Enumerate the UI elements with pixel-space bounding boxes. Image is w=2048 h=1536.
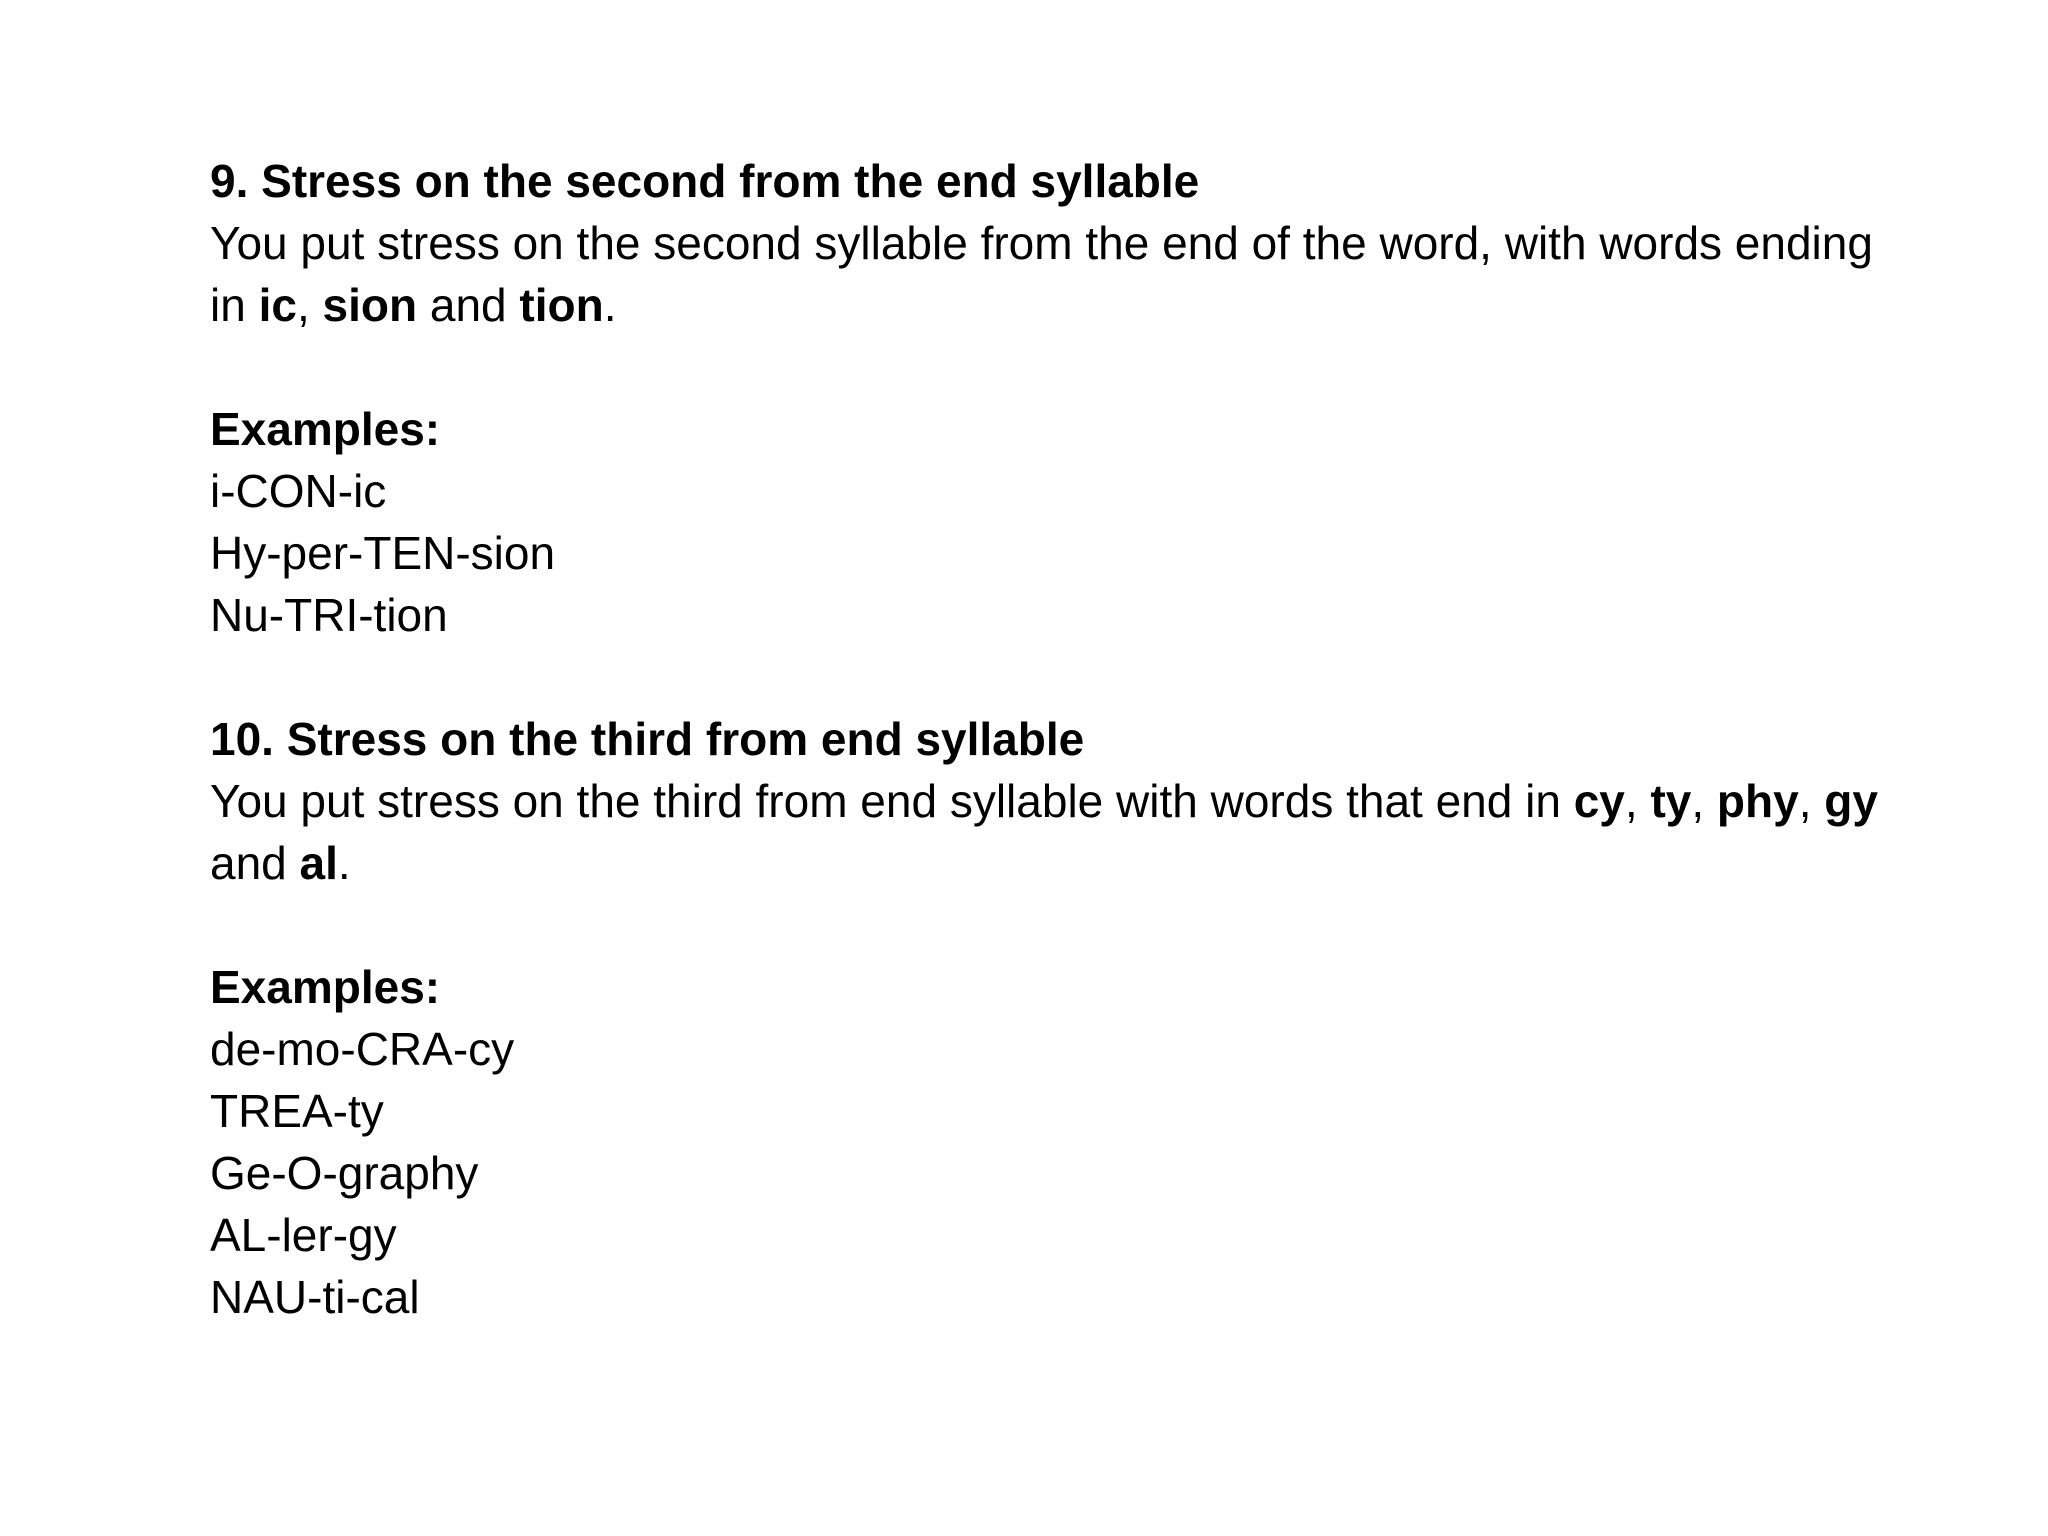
example-item: Hy-per-TEN-sion bbox=[210, 527, 556, 579]
example-item: Ge-O-graphy bbox=[210, 1147, 479, 1199]
ending-ty: ty bbox=[1650, 775, 1692, 827]
example-item: i-CON-ic bbox=[210, 465, 387, 517]
section-10-description-line-1: You put stress on the third from end syllable with words that end in cy, ty, phy, gy bbox=[210, 775, 1878, 827]
ending-gy: gy bbox=[1824, 775, 1878, 827]
section-9-examples-label: Examples: bbox=[210, 403, 441, 455]
ending-phy: phy bbox=[1716, 775, 1799, 827]
ending-sion: sion bbox=[322, 279, 418, 331]
section-9-heading: 9. Stress on the second from the end syllable bbox=[210, 155, 1200, 207]
spacer bbox=[210, 646, 1950, 708]
ending-al: al bbox=[299, 837, 338, 889]
spacer bbox=[210, 336, 1950, 398]
example-item: TREA-ty bbox=[210, 1085, 384, 1137]
spacer bbox=[210, 894, 1950, 956]
example-item: AL-ler-gy bbox=[210, 1209, 397, 1261]
section-10-heading: 10. Stress on the third from end syllable bbox=[210, 713, 1085, 765]
section-9-description-line-2: in ic, sion and tion. bbox=[210, 279, 617, 331]
section-9-description-line-1: You put stress on the second syllable from the end of the word, with words ending bbox=[210, 217, 1873, 269]
example-item: NAU-ti-cal bbox=[210, 1271, 420, 1323]
section-10-description-line-2: and al. bbox=[210, 837, 351, 889]
example-item: de-mo-CRA-cy bbox=[210, 1023, 515, 1075]
ending-ic: ic bbox=[258, 279, 297, 331]
example-item: Nu-TRI-tion bbox=[210, 589, 448, 641]
section-10-examples-label: Examples: bbox=[210, 961, 441, 1013]
ending-cy: cy bbox=[1573, 775, 1625, 827]
ending-tion: tion bbox=[519, 279, 604, 331]
slide-content bbox=[210, 150, 1950, 1328]
